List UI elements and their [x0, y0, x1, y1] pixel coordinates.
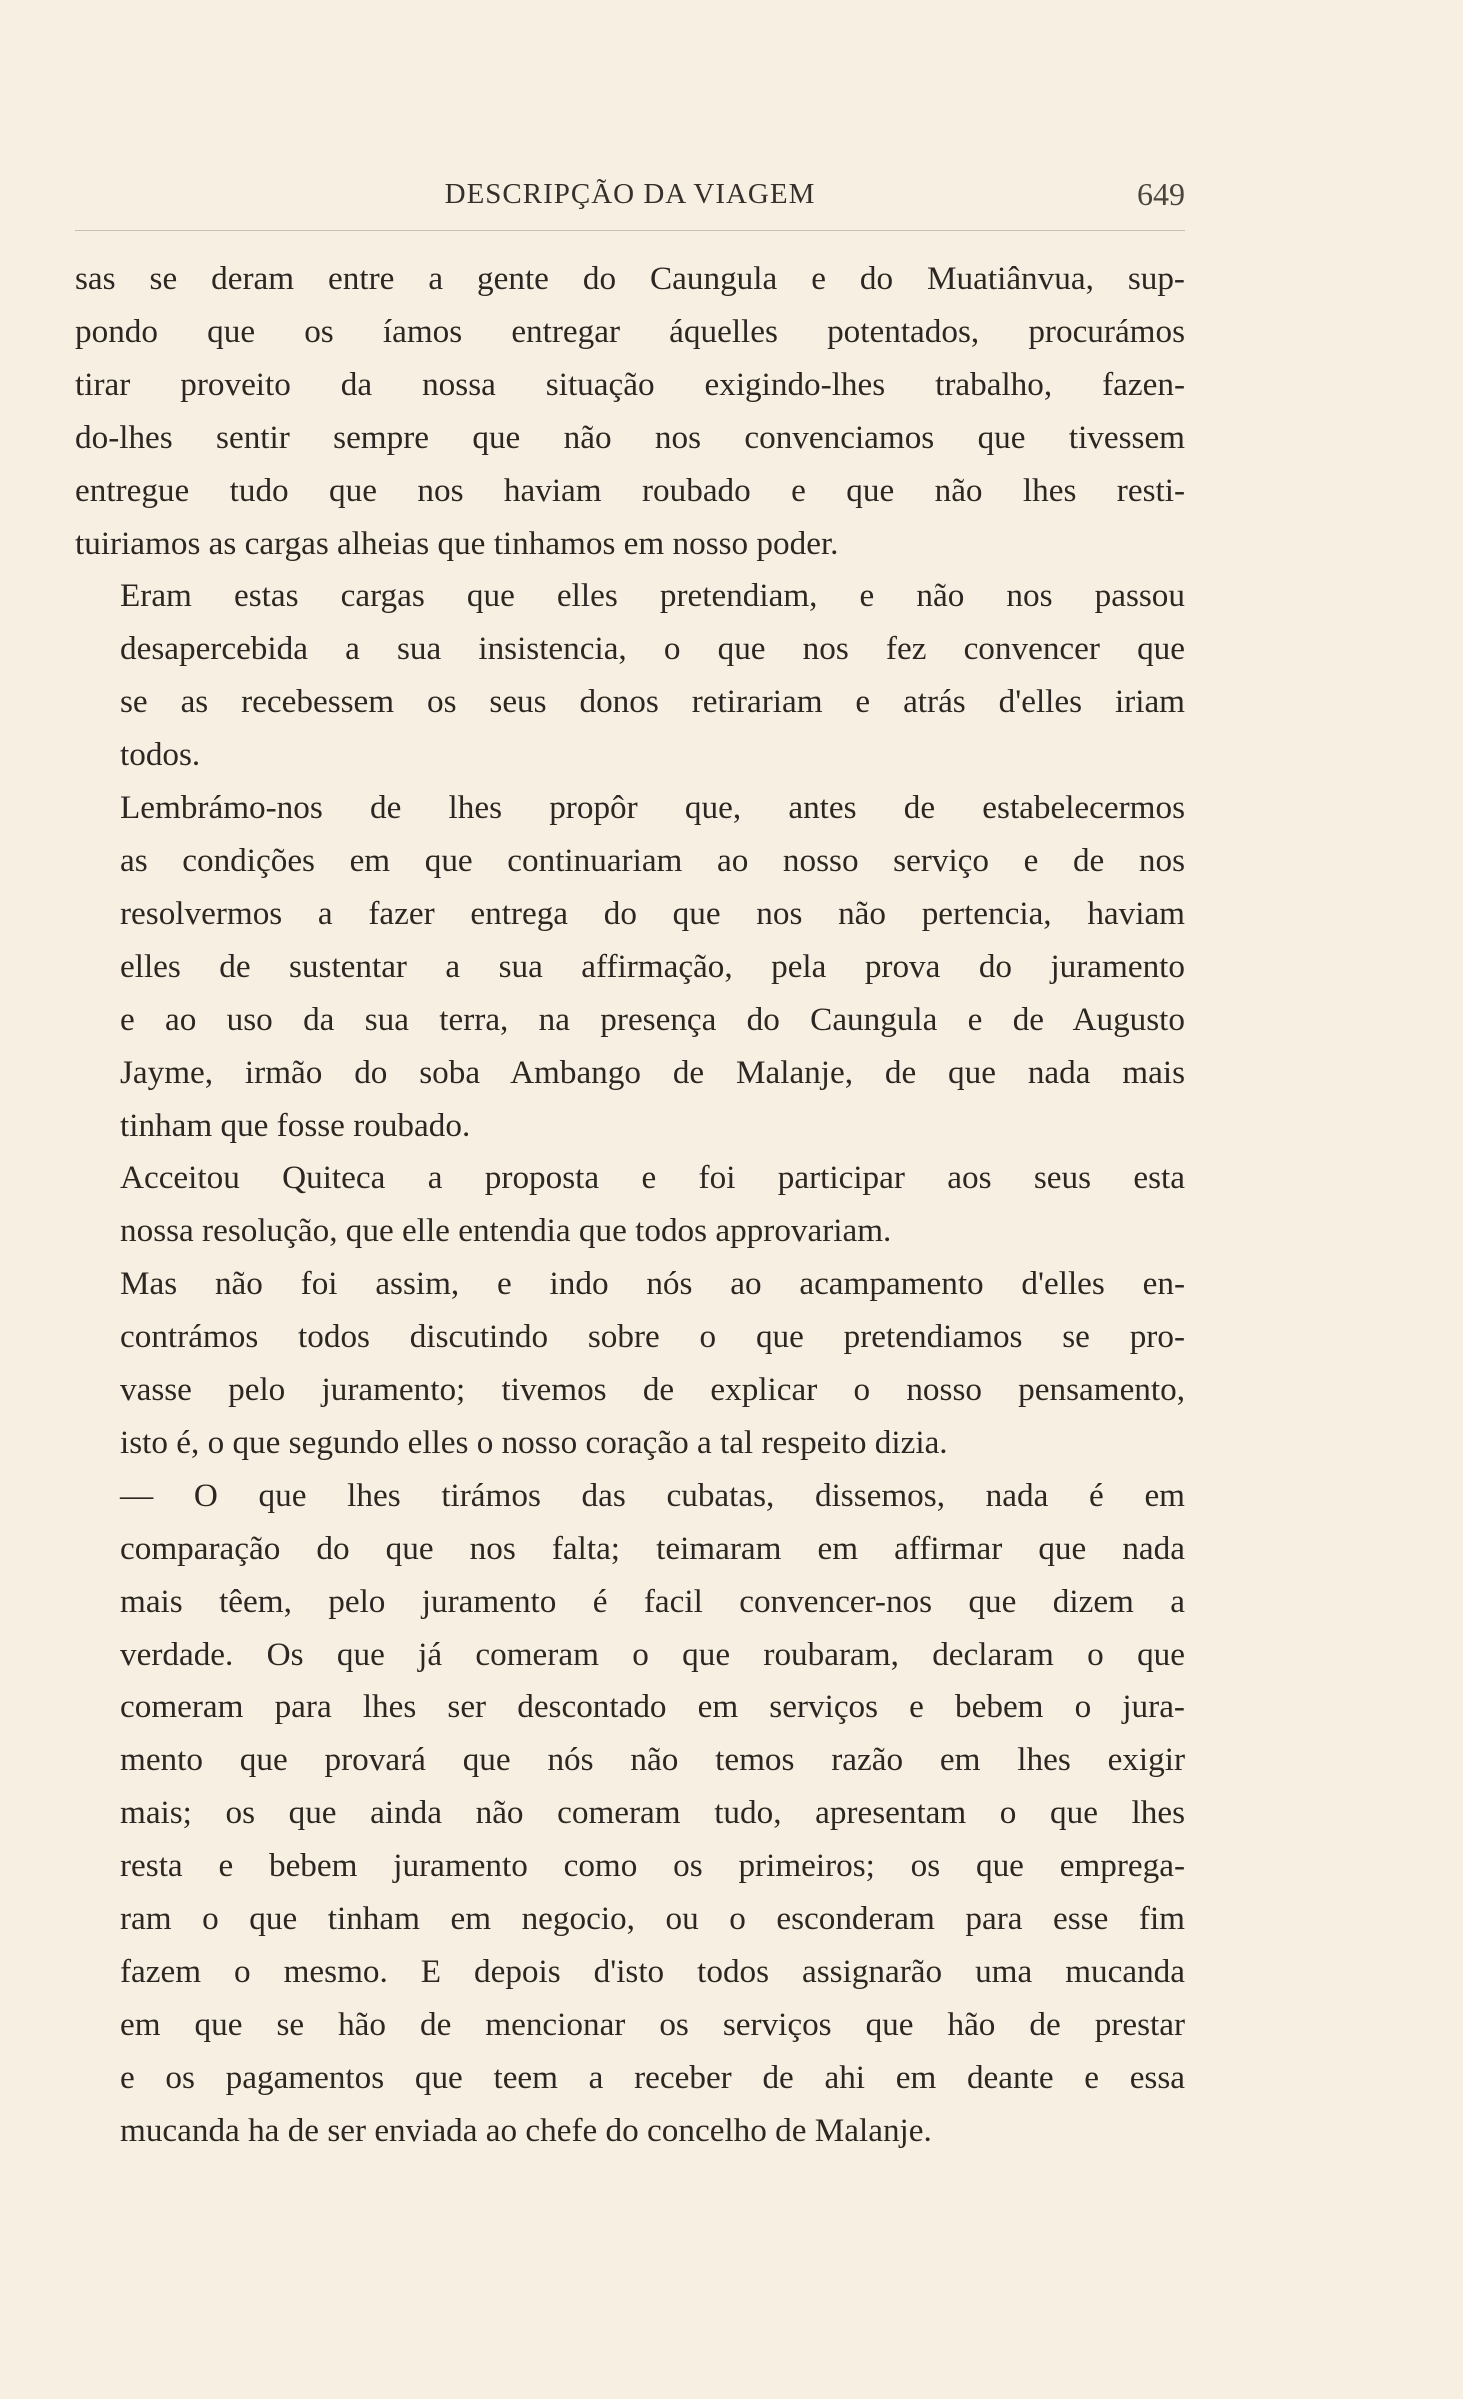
text-line: tinham que fosse roubado.: [120, 1106, 471, 1144]
text-line: e os pagamentos que teem a receber de ahi em deante e essa: [120, 2058, 1185, 2096]
text-line: sas se deram entre a gente do Caungula e do Muatiânvua, sup-: [75, 260, 1185, 297]
text-line: Acceitou Quiteca a proposta e foi participar aos seus esta: [120, 1159, 1185, 1197]
page-header: [75, 178, 1185, 230]
paragraph: [75, 782, 1185, 1152]
page-number: 649: [1137, 176, 1185, 212]
paragraph: [75, 1470, 1185, 2158]
text-line: Lembrámo-nos de lhes propôr que, antes de estabelecermos: [120, 789, 1185, 827]
text-line: fazem o mesmo. E depois d'isto todos assignarão uma mucanda: [120, 1953, 1185, 1990]
text-line: mais têem, pelo juramento é facil convencer-nos que dizem a: [120, 1582, 1185, 1620]
text-line: do-lhes sentir sempre que não nos convenciamos que tivessem: [75, 418, 1185, 456]
text-line: tuiriamos as cargas alheias que tinhamos em nosso poder.: [75, 524, 839, 562]
paragraph: [75, 570, 1185, 782]
text-line: mento que provará que nós não temos razão em lhes exigir: [120, 1741, 1185, 1779]
paragraph: [75, 253, 1185, 570]
text-line: ram o que tinham em negocio, ou o esconderam para esse fim: [120, 1900, 1185, 1938]
text-line: — O que lhes tirámos das cubatas, dissemos, nada é em: [120, 1476, 1185, 1514]
paragraph: [75, 1152, 1185, 1258]
running-title: DESCRIPÇÃO DA VIAGEM: [444, 178, 816, 210]
text-line: as condições em que continuariam ao nosso serviço e de nos: [120, 841, 1185, 879]
text-line: pondo que os íamos entregar áquelles potentados, procurámos: [75, 312, 1185, 350]
text-line: entregue tudo que nos haviam roubado e que não lhes resti-: [75, 471, 1185, 509]
text-line: elles de sustentar a sua affirmação, pela prova do juramento: [120, 947, 1185, 985]
header-rule: [75, 230, 1185, 231]
text-line: e ao uso da sua terra, na presença do Caungula e de Augusto: [120, 1000, 1185, 1038]
text-line: comparação do que nos falta; teimaram em affirmar que nada: [120, 1529, 1185, 1567]
text-line: se as recebessem os seus donos retirariam e atrás d'elles iriam: [120, 683, 1185, 721]
text-line: vasse pelo juramento; tivemos de explicar o nosso pensamento,: [120, 1371, 1185, 1409]
text-line: em que se hão de mencionar os serviços que hão de prestar: [120, 2005, 1185, 2043]
text-line: mais; os que ainda não comeram tudo, apresentam o que lhes: [120, 1794, 1185, 1832]
text-line: Jayme, irmão do soba Ambango de Malanje, de que nada mais: [120, 1053, 1185, 1091]
text-line: nossa resolução, que elle entendia que todos approvariam.: [120, 1212, 892, 1250]
text-line: desapercebida a sua insistencia, o que nos fez convencer que: [120, 630, 1185, 668]
text-line: Eram estas cargas que elles pretendiam, e não nos passou: [120, 577, 1185, 615]
body-text: [75, 253, 1185, 2158]
text-line: tirar proveito da nossa situação exigindo-lhes trabalho, fazen-: [75, 365, 1185, 403]
text-line: verdade. Os que já comeram o que roubaram, declaram o que: [120, 1635, 1185, 1673]
text-line: isto é, o que segundo elles o nosso coração a tal respeito dizia.: [120, 1423, 948, 1461]
text-line: mucanda ha de ser enviada ao chefe do concelho de Malanje.: [120, 2111, 932, 2149]
text-line: resta e bebem juramento como os primeiros; os que emprega-: [120, 1847, 1185, 1885]
text-line: comeram para lhes ser descontado em serviços e bebem o jura-: [120, 1688, 1185, 1726]
text-line: contrámos todos discutindo sobre o que pretendiamos se pro-: [120, 1318, 1185, 1356]
text-line: todos.: [120, 736, 201, 774]
text-line: Mas não foi assim, e indo nós ao acampamento d'elles en-: [120, 1265, 1185, 1303]
paragraph: [75, 1258, 1185, 1470]
page-content: [75, 178, 1185, 2158]
text-line: resolvermos a fazer entrega do que nos não pertencia, haviam: [120, 894, 1185, 932]
